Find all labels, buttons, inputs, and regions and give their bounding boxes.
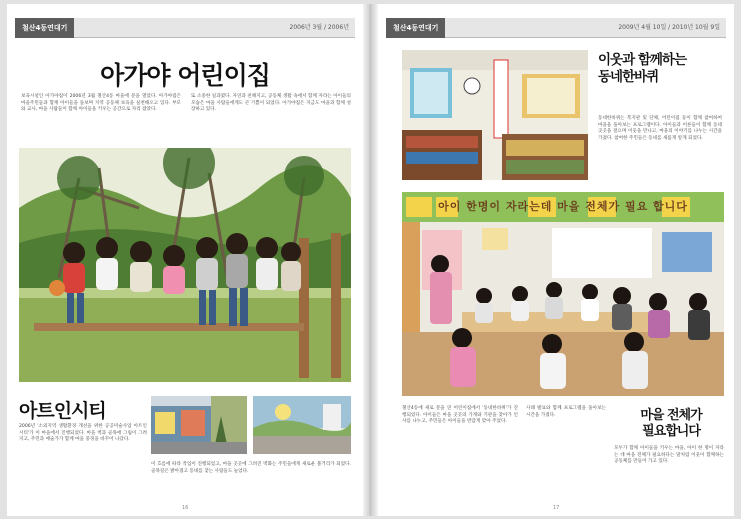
left-page <box>7 4 363 516</box>
right-header-bar <box>386 18 726 38</box>
subtitle-line-2: 필요합니다 <box>642 424 700 439</box>
page-title-line-1: 이웃과 함께하는 <box>598 52 686 68</box>
intro-text: 동네한바퀴는 복지관 및 단체, 어린이집 등이 함께 참여하여 마을을 돌아보는 프로그램이다. 아이들과 어른들이 함께 동네 곳곳을 걸으며 이웃을 만나고, 마을의 이야기를 나누는 시간을 가졌다. 참여한 주민들은 동네를 새롭게 알게 되었다. <box>598 116 722 141</box>
subtitle-art-in-city: 아트인시티 <box>19 400 106 422</box>
intro-column-2: 또 소중한 일과였다. 자연과 친해지고, 공동체 생활 속에서 함께 자라는 아이들의 모습은 마을 사람들에게도 큰 기쁨이 되었다. 아가야집은 지금도 마을과 함께 성장하고 있다. <box>191 94 351 113</box>
page-number: 16 <box>182 505 189 511</box>
art-column-1: 2006년 '소외지역 생활환경 개선을 위한 공공미술사업 아트인시티'가 이 마을에서 진행되었다. 마을 벽과 골목에 그림이 그려지고, 주민과 예술가가 함께 마을 풍경을 바꾸어 나갔다. <box>19 424 147 443</box>
storytime-photo <box>402 192 724 396</box>
subtitle-line-1: 마을 전체가 <box>640 408 702 423</box>
banner-slogan: 아이 한명이 자라는데 마을 전체가 필요 합니다 <box>438 200 688 213</box>
body-column-1: 철산4동에 새로 문을 연 어린이집에서 '동네한바퀴'가 진행되었다. 아이들은 마을 곳곳의 가게와 기관을 찾아가 인사를 나누고, 주민들은 아이들을 반갑게 맞아 주었다. <box>402 406 518 425</box>
body-column-3: 모두가 함께 아이들을 키우는 마을, 아이 한 명이 자라는 데 마을 전체가 필요하다는 말처럼 이웃이 함께하는 공동체를 만들어 가고 있다. <box>614 446 724 465</box>
intro-column-1: 보육시설인 아가야집이 2006년 3월 철산4동 마을에 문을 열었다. 아가야집은 마을주민들과 함께 아이들을 돌보며 지역 공동체 보육을 실천해오고 있다. 부모와 교사, 마을 사람들이 함께 아이들을 키우는 공간으로 자리 잡았다. <box>21 94 181 113</box>
left-header-bar <box>15 18 355 38</box>
page-title: 아가야 어린이집 <box>100 61 270 90</box>
section-tag: 철산4동연대기 <box>386 18 445 38</box>
classroom-photo <box>402 50 588 180</box>
body-column-2: 사례 발표와 함께 프로그램을 돌아보는 시간을 가졌다. <box>526 406 606 418</box>
children-photo <box>19 148 351 382</box>
header-date: 2009년 4월 10일 / 2010년 10월 9일 <box>618 24 720 31</box>
mural-photo-2 <box>253 396 351 454</box>
mural-photo-1 <box>151 396 247 454</box>
header-date: 2006년 3월 / 2006년 <box>289 24 349 31</box>
right-page <box>378 4 734 516</box>
spine-gutter <box>363 4 378 516</box>
page-number: 17 <box>553 505 560 511</box>
section-tag: 철산4동연대기 <box>15 18 74 38</box>
page-title-line-2: 동네한바퀴 <box>598 69 659 85</box>
art-column-2: 이 흐름에 따라 작업이 진행되었고, 마을 곳곳에 그려진 벽화는 주민들에게 새로운 볼거리가 되었다. 골목길은 밝아졌고 동네를 찾는 사람들도 늘었다. <box>151 462 351 474</box>
